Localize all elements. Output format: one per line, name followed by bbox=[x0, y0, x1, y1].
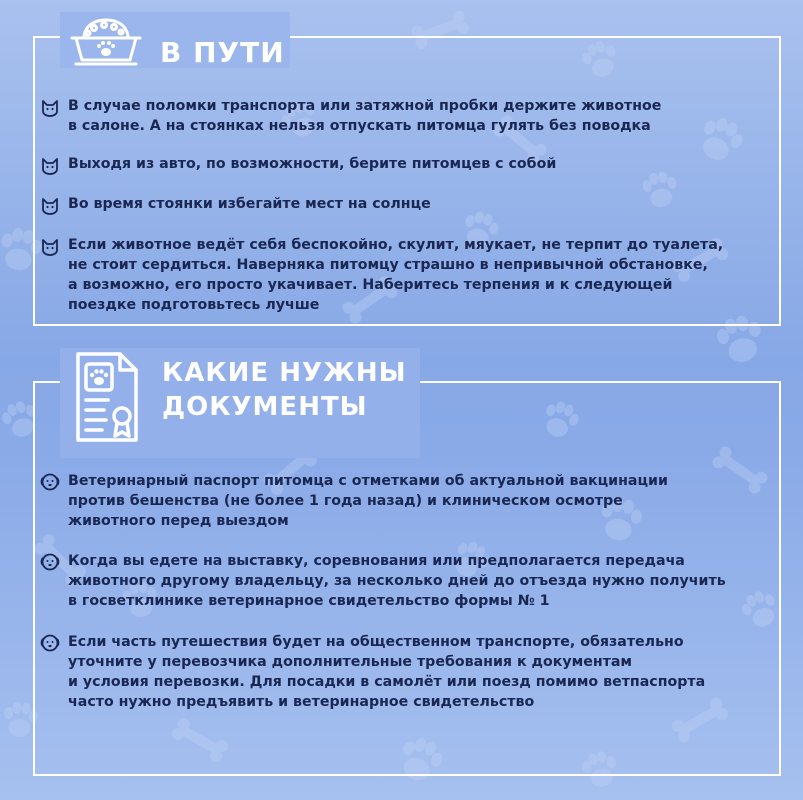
list-item: В случае поломки транспорта или затяжной пробки держите животное в салоне. А на стоянках нельзя отпускать питомца гулять без поводка bbox=[40, 96, 780, 136]
list-item: Когда вы едете на выставку, соревнования или предполагается передача животного другому владельцу, за несколько дней до отъезда нужно получить в госветклинике ветеринарное свидетельство формы № 1 bbox=[40, 551, 780, 611]
cat-face-icon bbox=[40, 155, 60, 175]
dog-face-icon bbox=[40, 552, 60, 572]
cat-face-icon bbox=[40, 97, 60, 117]
list-item: Ветеринарный паспорт питомца с отметками об актуальной вакцинации против бешенства (не более 1 года назад) и клиническом осмотре животного перед выездом bbox=[40, 471, 780, 531]
section-title-documents: КАКИЕ НУЖНЫ ДОКУМЕНТЫ bbox=[162, 358, 407, 422]
list-item: Если часть путешествия будет на общественном транспорте, обязательно уточните у перевозчика дополнительные требования к документам и условия перевозки. Для посадки в самолёт или поезд помимо ветпаспорта часто нужно предъявить и ветеринарное свидетельство bbox=[40, 632, 780, 712]
list-item: Если животное ведёт себя беспокойно, скулит, мяукает, не терпит до туалета, не стоит сердиться. Наверняка питомцу страшно в непривычной обстановке, а возможно, его просто укачивает. Наберитесь терпения и к следующей поездке подготовьтесь лучше bbox=[40, 235, 780, 315]
pet-document-icon bbox=[72, 350, 142, 446]
section-title-travel: В ПУТИ bbox=[160, 36, 285, 69]
cat-face-icon bbox=[40, 236, 60, 256]
list-item: Во время стоянки избегайте мест на солнце bbox=[40, 194, 780, 214]
dog-face-icon bbox=[40, 633, 60, 653]
cat-face-icon bbox=[40, 195, 60, 215]
list-item: Выходя из авто, по возможности, берите питомцев с собой bbox=[40, 154, 780, 174]
dog-face-icon bbox=[40, 472, 60, 492]
pet-food-bowl-icon bbox=[66, 14, 146, 70]
